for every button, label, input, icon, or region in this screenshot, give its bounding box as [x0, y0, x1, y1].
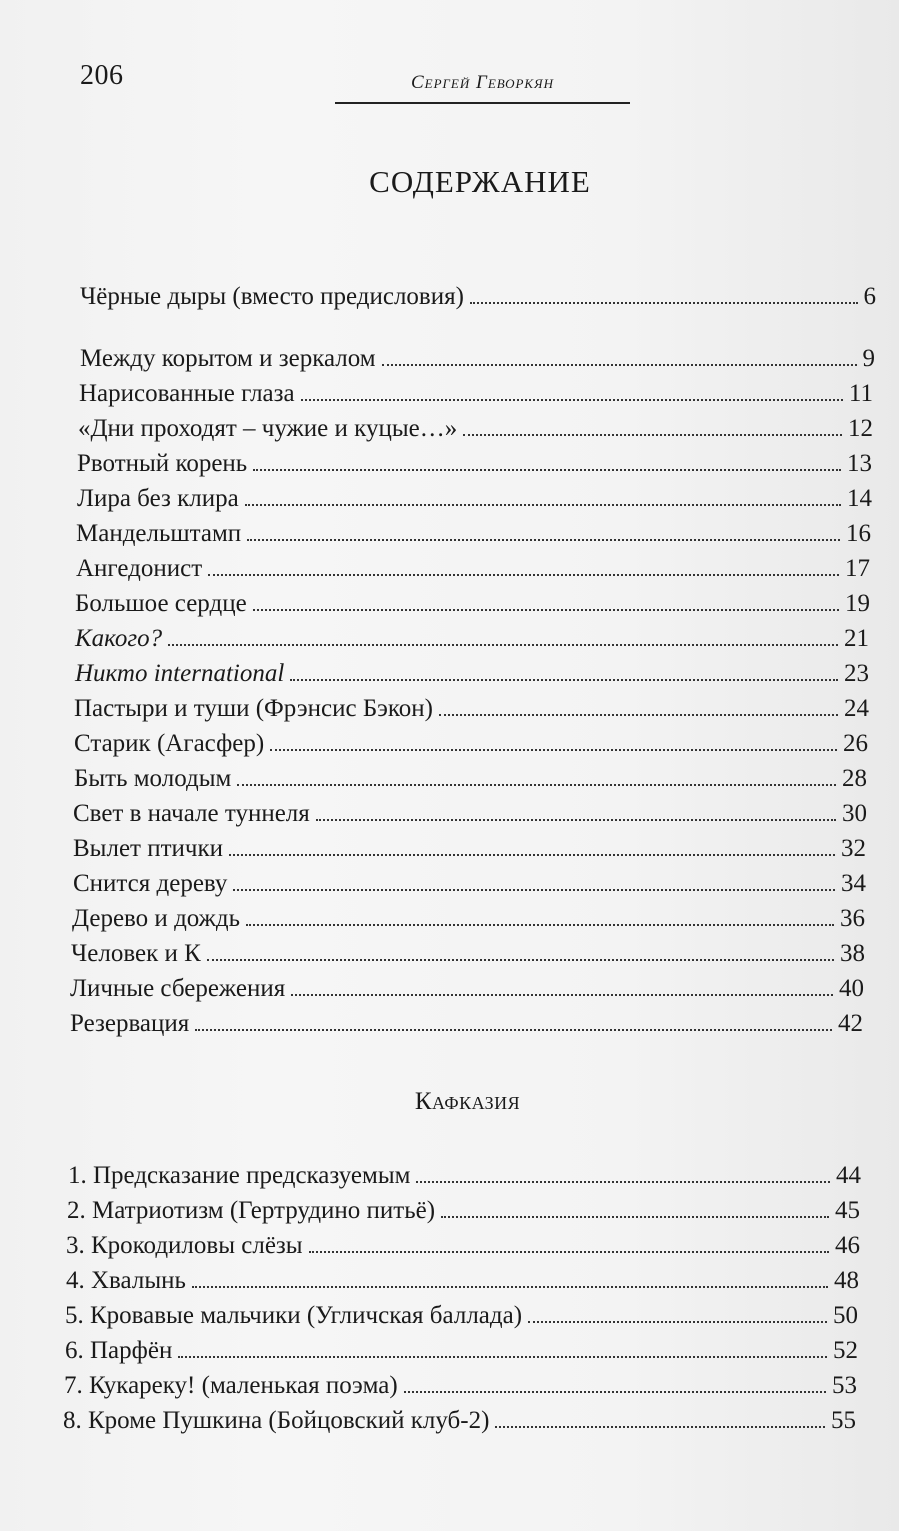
- toc-entry-page: 40: [839, 975, 864, 1002]
- toc-title: СОДЕРЖАНИЕ: [369, 164, 591, 199]
- section-entry-title: 3. Крокодиловы слёзы: [66, 1232, 303, 1259]
- leader-dots: [495, 1426, 825, 1428]
- leader-dots: [309, 1251, 829, 1253]
- toc-entry-page: 36: [840, 905, 865, 932]
- toc-entry-title: Вылет птички: [73, 835, 223, 862]
- leader-dots: [316, 819, 836, 821]
- toc-entry-title: Мандельштамп: [76, 520, 242, 547]
- leader-dots: [192, 1286, 828, 1288]
- section-entry: [67, 1196, 860, 1226]
- section-entry-page: 53: [832, 1372, 857, 1399]
- toc-entry-title: Лира без клира: [77, 485, 239, 512]
- leader-dots: [168, 644, 838, 646]
- section-entry: [66, 1266, 859, 1296]
- leader-dots: [416, 1181, 830, 1183]
- toc-entry: [77, 484, 872, 514]
- toc-entry-title: Какого?: [75, 625, 163, 652]
- leader-dots: [470, 302, 858, 304]
- running-head-author: Сергей Геворкян: [410, 72, 554, 93]
- toc-entry-title: Ангедонист: [76, 555, 203, 582]
- toc-entry-title: Резервация: [70, 1010, 190, 1037]
- toc-entry-page: 23: [844, 660, 869, 687]
- toc-entry-title: Свет в начале туннеля: [73, 800, 310, 827]
- toc-entry: [80, 344, 875, 374]
- toc-entry-title: Старик (Агасфер): [74, 730, 265, 757]
- toc-entry-title: Снится дереву: [73, 870, 228, 897]
- toc-entry-page: 28: [842, 765, 867, 792]
- section-entry: [63, 1406, 856, 1436]
- toc-entry-title: Рвотный корень: [77, 450, 248, 477]
- section-entry-page: 45: [835, 1197, 860, 1224]
- section-entry-page: 46: [835, 1232, 860, 1259]
- leader-dots: [237, 784, 836, 786]
- toc-entry-page: 11: [848, 380, 873, 407]
- toc-entry: [77, 449, 872, 479]
- section-entry-title: 7. Кукареку! (маленькая поэма): [64, 1372, 398, 1399]
- toc-entry: [73, 799, 867, 829]
- leader-dots: [253, 609, 839, 611]
- toc-entry: [76, 554, 870, 584]
- leader-dots: [233, 889, 835, 891]
- section-entry-title: 5. Кровавые мальчики (Угличская баллада): [65, 1302, 523, 1329]
- leader-dots: [270, 749, 837, 751]
- toc-entry: [70, 1009, 863, 1039]
- toc-entry-page: 30: [842, 800, 867, 827]
- leader-dots: [207, 959, 834, 961]
- toc-entry-title: Личные сбережения: [70, 975, 286, 1002]
- toc-entry-title: Быть молодым: [74, 765, 232, 792]
- section-entry: [65, 1301, 858, 1331]
- toc-entry-page: 38: [840, 940, 865, 967]
- toc-entry-title: Дерево и дождь: [72, 905, 241, 932]
- toc-entry: [75, 589, 870, 619]
- section-entry-title: 4. Хвалынь: [66, 1267, 186, 1294]
- section-entry-page: 44: [836, 1162, 861, 1189]
- toc-entry-page: 19: [845, 590, 870, 617]
- running-head-rule: [335, 102, 630, 104]
- section-entry-title: 6. Парфён: [65, 1337, 173, 1364]
- leader-dots: [245, 504, 841, 506]
- toc-entry-page: 12: [848, 415, 873, 442]
- toc-entry-title: Нарисованные глаза: [79, 380, 295, 407]
- leader-dots: [246, 924, 834, 926]
- section-entry: [64, 1371, 857, 1401]
- toc-entry-page: 9: [862, 345, 875, 372]
- leader-dots: [178, 1356, 827, 1358]
- section-entry-title: 2. Матриотизм (Гертрудино питьё): [67, 1197, 436, 1224]
- toc-entry-title: Большое сердце: [75, 590, 247, 617]
- section-entry-title: 8. Кроме Пушкина (Бойцовский клуб-2): [63, 1407, 490, 1434]
- leader-dots: [441, 1216, 829, 1218]
- toc-entry: [75, 624, 869, 654]
- toc-entry: [73, 834, 866, 864]
- toc-entry: [78, 414, 873, 444]
- toc-entry-page: 14: [847, 485, 872, 512]
- leader-dots: [195, 1029, 832, 1031]
- leader-dots: [290, 679, 838, 681]
- toc-entry-page: 34: [841, 870, 866, 897]
- toc-entry-page: 24: [844, 695, 869, 722]
- toc-entry: [74, 729, 868, 759]
- toc-entry-title: Между корытом и зеркалом: [80, 345, 376, 372]
- toc-entry: [75, 659, 869, 689]
- toc-entry-page: 42: [838, 1010, 863, 1037]
- leader-dots: [404, 1391, 826, 1393]
- toc-entry-title: Чёрные дыры (вместо предисловия): [80, 283, 464, 310]
- leader-dots: [208, 574, 839, 576]
- section-entry-page: 48: [834, 1267, 859, 1294]
- leader-dots: [463, 434, 842, 436]
- toc-entry-page: 26: [843, 730, 868, 757]
- toc-entry: [74, 694, 869, 724]
- page-number: 206: [80, 60, 124, 91]
- section-entry-page: 55: [831, 1407, 856, 1434]
- toc-entry: [71, 939, 865, 969]
- toc-entry: [70, 974, 864, 1004]
- toc-entry-page: 13: [847, 450, 872, 477]
- toc-entry-page: 17: [845, 555, 870, 582]
- toc-entry-page: 32: [841, 835, 866, 862]
- section-entry-page: 52: [833, 1337, 858, 1364]
- leader-dots: [439, 714, 838, 716]
- toc-entry: [79, 379, 873, 409]
- toc-entry-page: 16: [846, 520, 871, 547]
- leader-dots: [247, 539, 840, 541]
- leader-dots: [301, 399, 843, 401]
- toc-entry-title: «Дни проходят – чужие и куцые…»: [78, 415, 458, 442]
- toc-entry: [73, 869, 866, 899]
- toc-entry: [74, 764, 867, 794]
- section-entry-title: 1. Предсказание предсказуемым: [68, 1162, 411, 1189]
- section-entry-page: 50: [833, 1302, 858, 1329]
- toc-entry-title: Никто international: [75, 660, 285, 687]
- leader-dots: [291, 994, 833, 996]
- section-entry: [68, 1161, 861, 1191]
- toc-entry-page: 21: [844, 625, 869, 652]
- toc-entry-title: Человек и К: [71, 940, 201, 967]
- toc-entry: [80, 282, 876, 312]
- toc-entry: [72, 904, 865, 934]
- section-entry: [66, 1231, 860, 1261]
- leader-dots: [253, 469, 841, 471]
- leader-dots: [382, 364, 857, 366]
- leader-dots: [229, 854, 835, 856]
- section-title: Кафказия: [414, 1088, 521, 1115]
- leader-dots: [528, 1321, 827, 1323]
- toc-entry-page: 6: [863, 283, 876, 310]
- toc-entry-title: Пастыри и туши (Фрэнсис Бэкон): [74, 695, 433, 722]
- section-entry: [65, 1336, 858, 1366]
- toc-entry: [76, 519, 871, 549]
